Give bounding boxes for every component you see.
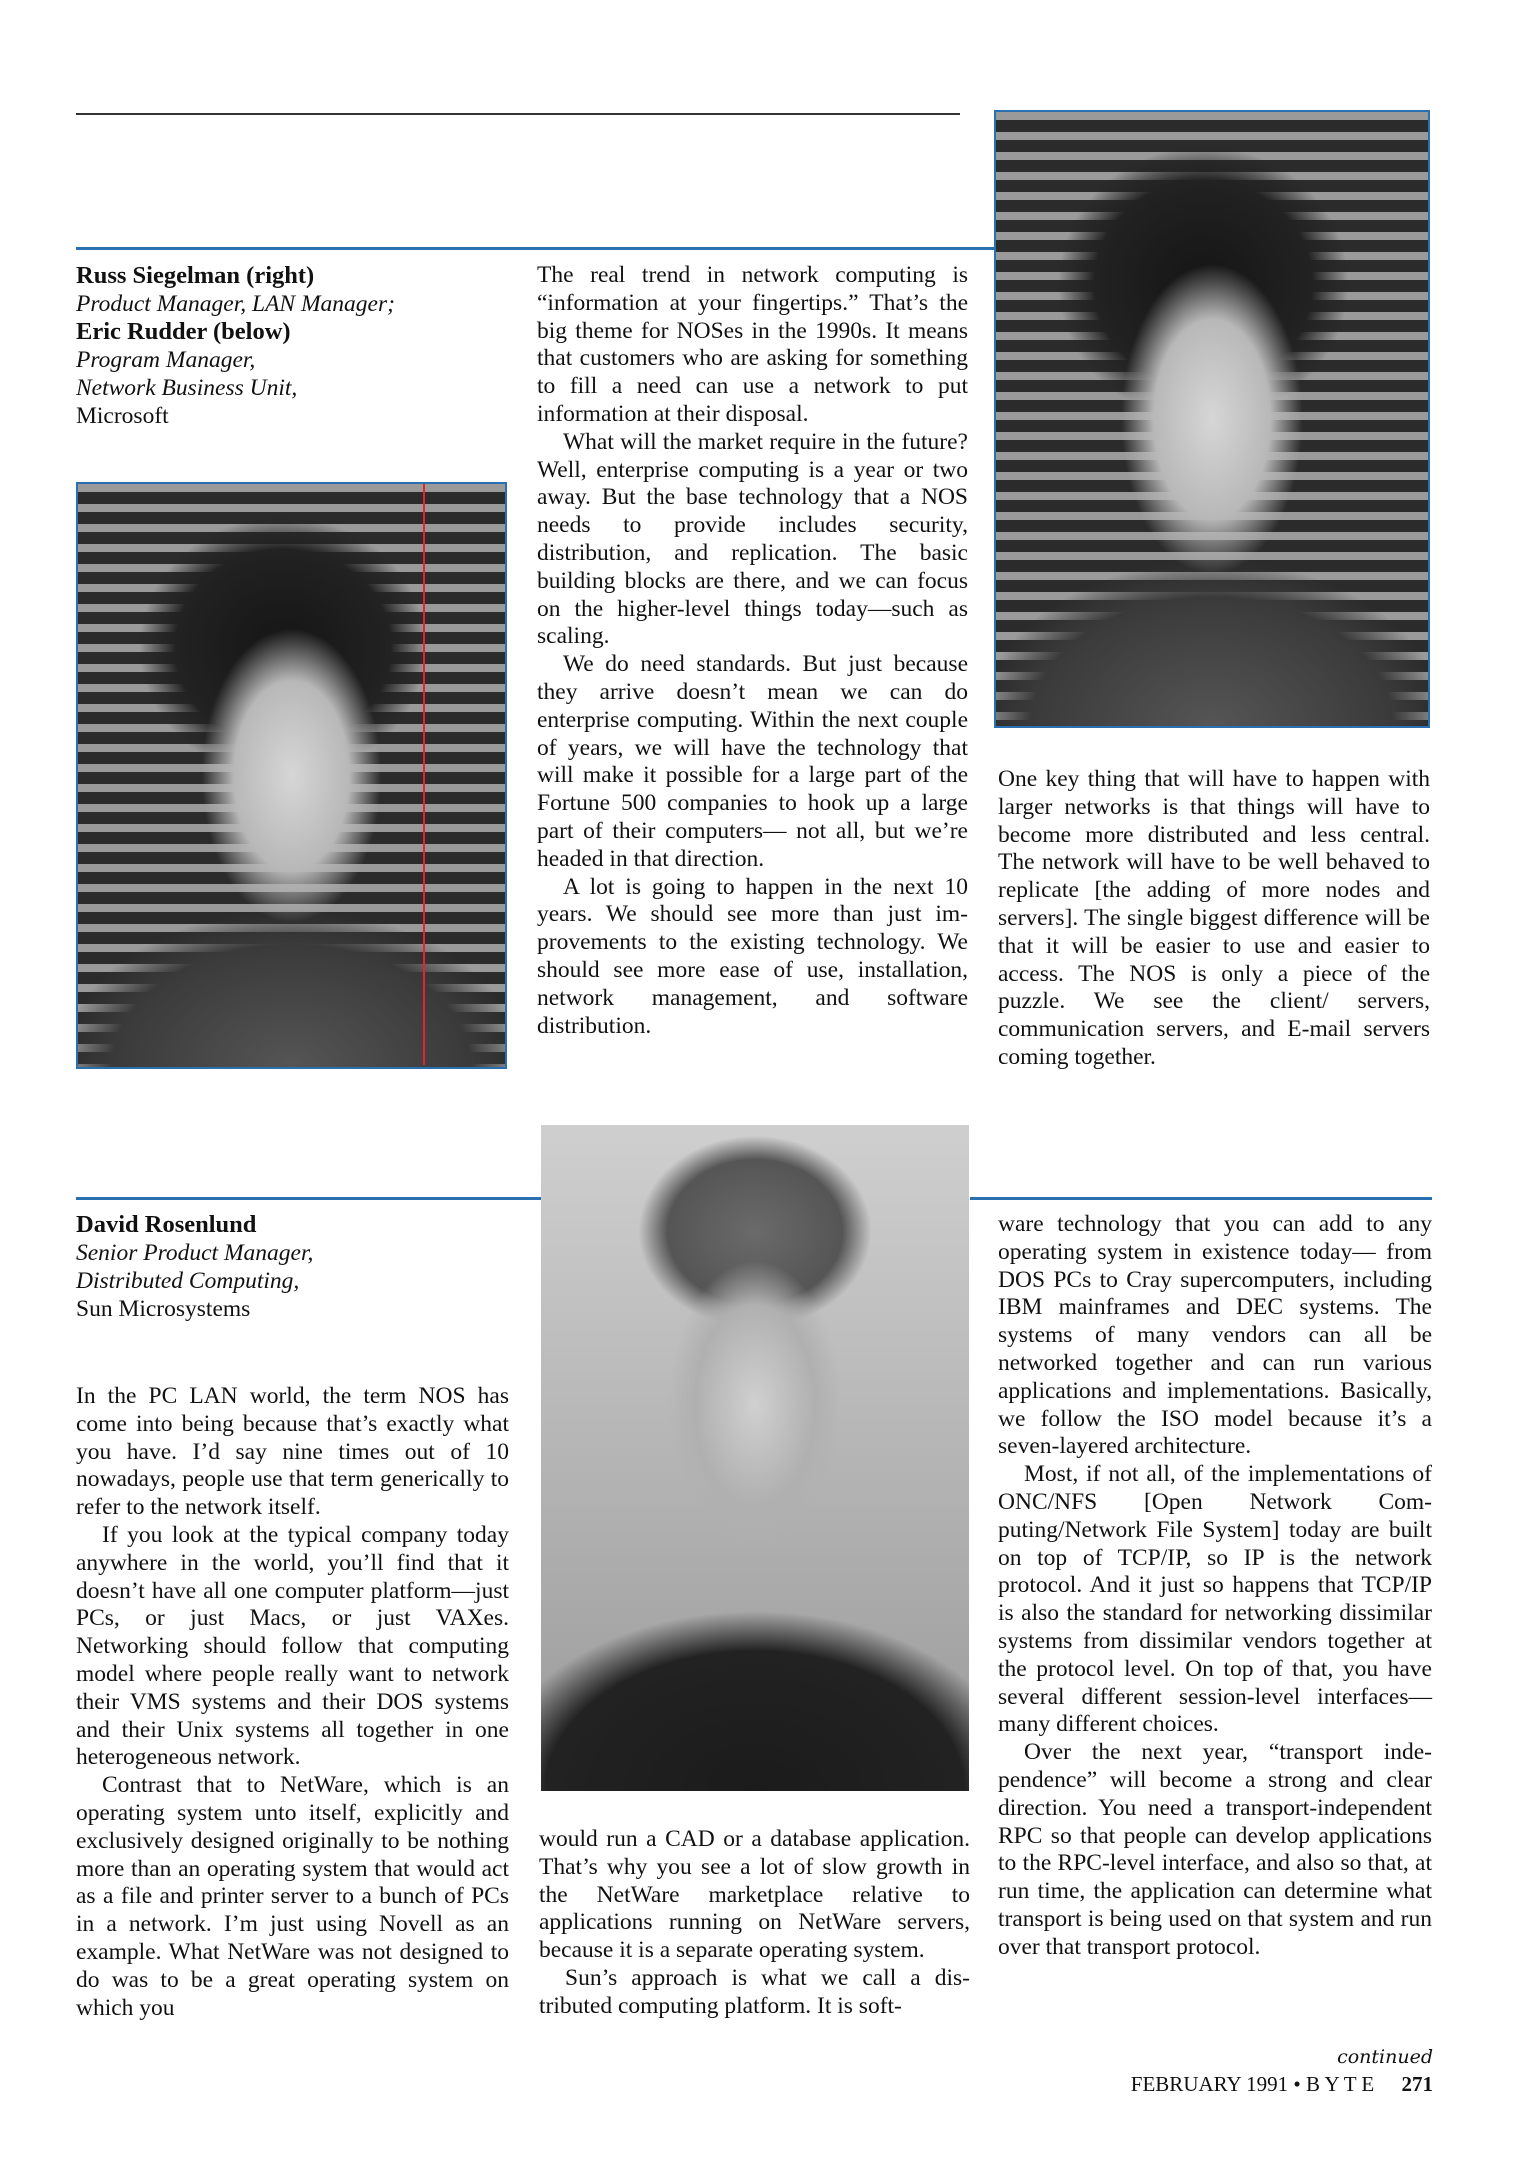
paragraph: Contrast that to NetWare, which is an operating system unto itself, explicitly and exclusively designed originally to be nothing more than an operating system that would act as a file and printer server to a bunch of PCs in a network. I’m just using Novell as an example. What NetWare was not designed to do was to be a great operating system on which you bbox=[76, 1772, 509, 2021]
interviewee-name: Eric Rudder (below) bbox=[76, 318, 291, 345]
interviewee-role: Program Manager, bbox=[76, 347, 256, 373]
section2-rule-right bbox=[970, 1197, 1432, 1200]
interviewee-name: Russ Siegelman (right) bbox=[76, 262, 315, 289]
paragraph: Over the next year, “transport independence” will become a strong and clear direction. You need a transport-independent RPC so that people can develop applications to the RPC-level interface, and also so that, at run time, the application can determine what transport is being used on that system and run over that transport protocol. bbox=[998, 1739, 1432, 1960]
page-number: 271 bbox=[1401, 2072, 1433, 2096]
paragraph: Most, if not all, of the implementations of ONC/NFS [Open Network Computing/Network File System] today are built on top of TCP/IP, so IP is the network protocol. And it just so happens that TCP/IP is also the standard for networking dissimilar systems from dissimilar vendors together at the protocol level. On top of that, you have several different session-level interfaces—many different choices. bbox=[998, 1461, 1432, 1738]
continued-label: continued bbox=[1337, 2046, 1433, 2068]
section2-rule-left bbox=[76, 1197, 542, 1200]
paragraph: One key thing that will have to happen with larger networks is that things will have to become more distributed and less central. The network will have to be well behaved to replicate [the adding of more nodes and servers]. The single biggest difference will be that it will be easier to use and easier to access. The NOS is only a piece of the puzzle. We see the client/ servers, communication servers, and E-mail servers coming together. bbox=[998, 766, 1430, 1070]
paragraph: would run a CAD or a database application. That’s why you see a lot of slow growth in the NetWare marketplace relative to applications running on NetWare servers, because it is a separate operating system. bbox=[539, 1826, 970, 1964]
section1-rule bbox=[76, 247, 996, 250]
interviewee-role: Product Manager, LAN Manager; bbox=[76, 291, 395, 317]
paragraph: ware technology that you can add to any operating system in existence today— from DOS PCs to Cray supercomputers, including IBM mainframes and DEC systems. The systems of many vendors can all be networked together and can run various applications and implementations. Basically, we follow the ISO model because it’s a seven-layered architecture. bbox=[998, 1211, 1432, 1460]
paragraph: In the PC LAN world, the term NOS has come into being because that’s exactly what you have. I’d say nine times out of 10 nowadays, people use that term generically to refer to the network itself. bbox=[76, 1383, 509, 1521]
interviewee-company: Sun Microsystems bbox=[76, 1296, 251, 1322]
section1-byline bbox=[76, 262, 516, 430]
section1-middle-column bbox=[537, 262, 968, 1040]
photo-russ-siegelman bbox=[994, 110, 1430, 728]
top-rule bbox=[76, 113, 960, 115]
section1-right-column bbox=[998, 766, 1430, 1072]
interviewee-role: Distributed Computing, bbox=[76, 1268, 300, 1294]
page-footer bbox=[1131, 2072, 1433, 2097]
interviewee-role: Network Business Unit, bbox=[76, 375, 298, 401]
photo-david-rosenlund bbox=[541, 1125, 969, 1791]
paragraph: The real trend in network computing is “information at your fingertips.” That’s the big theme for NOSes in the 1990s. It means that customers who are asking for something to fill a need can use a network to put information at their disposal. bbox=[537, 262, 968, 427]
paragraph: If you look at the typical company today anywhere in the world, you’ll find that it doesn’t have all one computer platform—just PCs, or just Macs, or just VAXes. Networking should follow that computing model where people really want to network their VMS systems and their DOS systems and their Unix systems all together in one heterogeneous network. bbox=[76, 1521, 509, 1771]
photo-eric-rudder bbox=[76, 482, 507, 1069]
issue-label: FEBRUARY 1991 • B Y T E bbox=[1130, 2072, 1375, 2096]
crop-mark bbox=[423, 484, 425, 1065]
interviewee-name: David Rosenlund bbox=[76, 1211, 257, 1238]
section2-right-column bbox=[998, 1211, 1432, 1962]
section2-byline bbox=[76, 1211, 516, 1323]
paragraph: We do need standards. But just because they arrive doesn’t mean we can do enterprise computing. Within the next couple of years, we will have the technology that will make it possible for a large part of the Fortune 500 companies to hook up a large part of their computers— not all, but we’re headed in that direction. bbox=[537, 651, 968, 872]
section2-middle-column bbox=[539, 1826, 970, 2021]
paragraph: Sun’s approach is what we call a distributed computing platform. It is soft- bbox=[539, 1964, 970, 2019]
paragraph: A lot is going to happen in the next 10 years. We should see more than just improvements to the existing technology. We should see more ease of use, installation, network management, and software distribution. bbox=[537, 873, 968, 1039]
paragraph: What will the market require in the future? Well, enterprise computing is a year or two away. But the base technology that a NOS needs to provide includes security, distribution, and replication. The basic building blocks are there, and we can focus on the higher-level things today—such as scaling. bbox=[537, 428, 968, 650]
interviewee-role: Senior Product Manager, bbox=[76, 1240, 314, 1266]
interviewee-company: Microsoft bbox=[76, 403, 169, 429]
section2-left-column bbox=[76, 1383, 509, 2022]
